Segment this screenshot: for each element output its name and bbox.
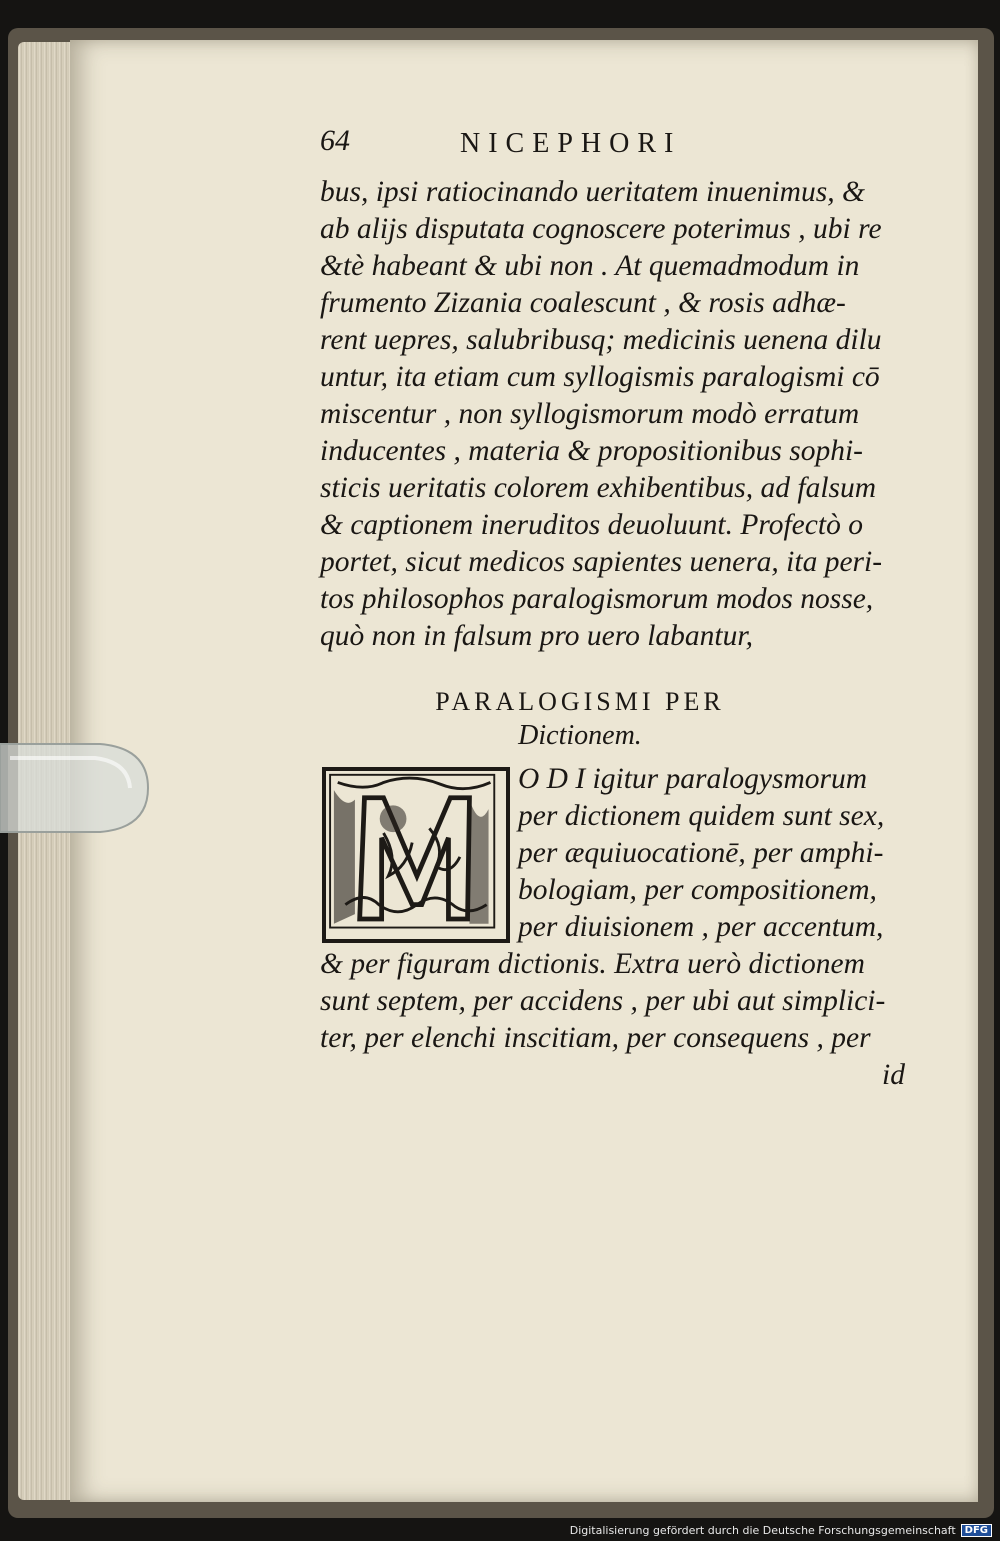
text-line: bus, ipsi ratiocinando ueritatem inuenimus, &	[320, 176, 865, 208]
text-line: untur, ita etiam cum syllogismis paralogismi cō	[320, 361, 880, 393]
book-page	[70, 40, 978, 1502]
initial-block	[320, 761, 920, 946]
credit-text: Digitalisierung gefördert durch die Deutsche Forschungsgemeinschaft	[569, 1524, 956, 1537]
text-line: sticis ueritatis colorem exhibentibus, ad falsum	[320, 472, 877, 504]
body-text	[320, 174, 920, 655]
text-line: frumento Zizania coalescunt , & rosis adhæ-	[320, 287, 846, 319]
running-head	[320, 124, 920, 172]
dfg-logo: DFG	[961, 1524, 992, 1537]
text-line: O D I igitur paralogysmorum	[518, 763, 868, 795]
text-line: & per figuram dictionis. Extra uerò dictionem	[320, 948, 865, 980]
text-block	[320, 124, 920, 1094]
woodcut-initial-image	[326, 771, 506, 939]
text-line: sunt septem, per accidens , per ubi aut simplici-	[320, 985, 886, 1017]
text-line: & captionem ineruditos deuoluunt. Profectò o	[320, 509, 863, 541]
text-line: ab alijs disputata cognoscere poterimus , ubi re	[320, 213, 882, 245]
text-line: miscentur , non syllogismorum modò erratum	[320, 398, 860, 430]
section-subheading: Dictionem.	[518, 720, 642, 751]
section-heading: PARALOGISMI PER	[435, 687, 725, 716]
digitization-credit	[570, 1524, 992, 1537]
catchword: id	[882, 1059, 905, 1091]
text-line: inducentes , materia & propositionibus sophi-	[320, 435, 863, 467]
text-line: portet, sicut medicos sapientes uenera, ita peri-	[320, 546, 883, 578]
text-line: per dictionem quidem sunt sex,	[518, 800, 885, 832]
text-line: &tè habeant & ubi non . At quemadmodum in	[320, 250, 860, 282]
woodcut-initial-m	[322, 767, 510, 943]
running-title: NICEPHORI	[460, 128, 682, 159]
page-number: 64	[320, 124, 350, 157]
text-line: quò non in falsum pro uero labantur,	[320, 620, 753, 652]
text-line: per diuisionem , per accentum,	[518, 911, 884, 943]
plastic-page-clip	[0, 738, 150, 838]
continued-text	[320, 946, 920, 1057]
text-line: bologiam, per compositionem,	[518, 874, 877, 906]
initial-text-lines	[518, 761, 884, 946]
text-line: rent uepres, salubribusq; medicinis uenena dilu	[320, 324, 882, 356]
text-line: per æquiuocationē, per amphi-	[518, 837, 884, 869]
text-line: ter, per elenchi inscitiam, per consequens , per	[320, 1022, 871, 1054]
text-line: tos philosophos paralogismorum modos nosse,	[320, 583, 874, 615]
